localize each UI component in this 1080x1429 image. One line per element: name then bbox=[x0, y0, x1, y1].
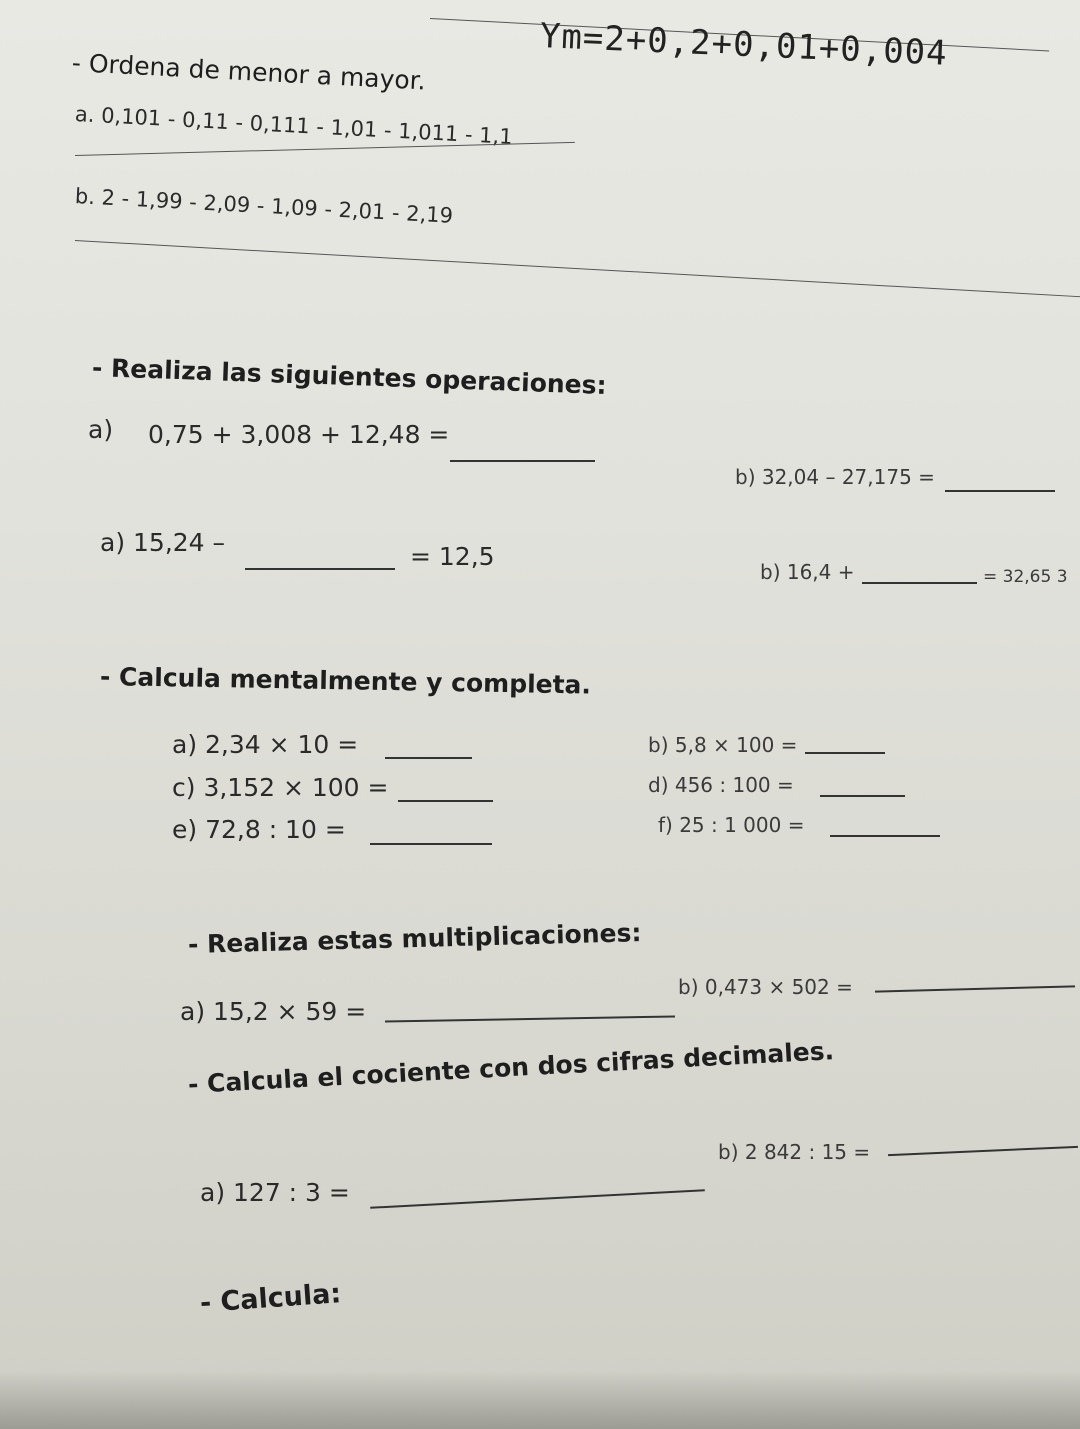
section5-title: - Calcula el cociente con dos cifras decimales. bbox=[187, 1036, 835, 1099]
section1-item-b: b. 2 - 1,99 - 2,09 - 1,09 - 2,01 - 2,19 bbox=[74, 184, 454, 228]
section3-title: - Calcula mentalmente y completa. bbox=[99, 662, 592, 700]
op-b-blank[interactable] bbox=[945, 490, 1055, 492]
mental-d: d) 456 : 100 = bbox=[648, 773, 794, 797]
answer-line-b bbox=[75, 240, 1080, 298]
mental-d-blank[interactable] bbox=[820, 795, 905, 797]
mental-c-blank[interactable] bbox=[398, 800, 493, 802]
quot-b-blank[interactable] bbox=[888, 1146, 1078, 1156]
op2-a-result: = 12,5 bbox=[410, 542, 495, 571]
section4-title: - Realiza estas multiplicaciones: bbox=[187, 918, 642, 959]
op2-a-expr: a) 15,24 – bbox=[100, 528, 226, 557]
handwritten-answer: Ym=2+0,2+0,01+0,004 bbox=[539, 16, 949, 74]
op-a-blank[interactable] bbox=[450, 460, 595, 462]
section2-title: - Realiza las siguientes operaciones: bbox=[91, 353, 608, 400]
mult-a-blank[interactable] bbox=[385, 1015, 675, 1022]
page-bottom-shadow bbox=[0, 1370, 1080, 1429]
mental-a-blank[interactable] bbox=[385, 757, 472, 759]
op-a-label: a) bbox=[88, 415, 114, 444]
quot-a: a) 127 : 3 = bbox=[200, 1178, 350, 1207]
mental-e-blank[interactable] bbox=[370, 843, 492, 845]
op2-b-result: = 32,65 3 bbox=[983, 567, 1068, 587]
op-b-expr: b) 32,04 – 27,175 = bbox=[735, 465, 935, 489]
quot-a-blank[interactable] bbox=[370, 1189, 705, 1209]
mental-e: e) 72,8 : 10 = bbox=[172, 815, 346, 844]
mental-b-blank[interactable] bbox=[805, 752, 885, 754]
mental-f: f) 25 : 1 000 = bbox=[658, 813, 805, 837]
mental-f-blank[interactable] bbox=[830, 835, 940, 837]
section1-item-a: a. 0,101 - 0,11 - 0,111 - 1,01 - 1,011 - 1,1 bbox=[74, 102, 514, 149]
mental-a: a) 2,34 × 10 = bbox=[172, 730, 359, 759]
quot-b: b) 2 842 : 15 = bbox=[718, 1140, 871, 1164]
mental-c: c) 3,152 × 100 = bbox=[172, 773, 389, 802]
section6-title: - Calcula: bbox=[198, 1278, 343, 1319]
op2-b-expr: b) 16,4 + bbox=[760, 560, 855, 584]
op-a-expr: 0,75 + 3,008 + 12,48 = bbox=[148, 420, 450, 449]
op2-a-blank[interactable] bbox=[245, 568, 395, 570]
mental-b: b) 5,8 × 100 = bbox=[648, 733, 798, 757]
answer-line-a bbox=[75, 142, 575, 156]
section1-title: - Ordena de menor a mayor. bbox=[71, 48, 427, 96]
op2-b-blank[interactable] bbox=[862, 582, 977, 584]
mult-a: a) 15,2 × 59 = bbox=[180, 997, 367, 1026]
mult-b: b) 0,473 × 502 = bbox=[678, 975, 853, 999]
mult-b-blank[interactable] bbox=[875, 985, 1075, 992]
